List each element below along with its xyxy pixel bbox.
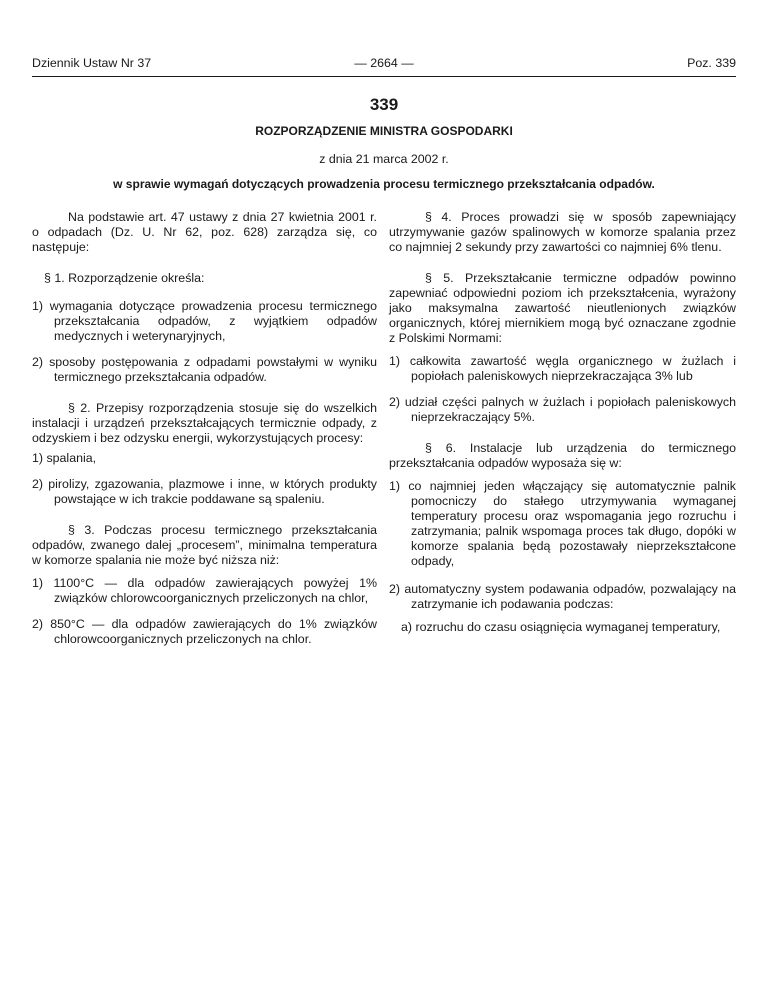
section-6-item-2: 2) automatyczny system podawania odpadów, pozwalający na zatrzymanie ich podawania podczas:: [389, 582, 736, 611]
section-1-item-2: 2) sposoby postępowania z odpadami powstałymi w wyniku termicznego przekształcania odpadów.: [32, 355, 377, 384]
section-2: § 2. Przepisy rozporządzenia stosuje się do wszelkich instalacji i urządzeń przekształcających termicznie odpady, z odzyskiem i bez odzysku energii, wykorzystujących procesy:: [32, 401, 377, 445]
right-column: [389, 210, 736, 646]
section-5-item-2: 2) udział części palnych w żużlach i popiołach paleniskowych nieprzekraczający 5%.: [389, 395, 736, 424]
intro-paragraph: Na podstawie art. 47 ustawy z dnia 27 kwietnia 2001 r. o odpadach (Dz. U. Nr 62, poz. 628) zarządza się, co następuje:: [32, 210, 377, 254]
section-5-item-1: 1) całkowita zawartość węgla organicznego w żużlach i popiołach paleniskowych nieprzekraczająca 3% lub: [389, 354, 736, 383]
page-number: — 2664 —: [354, 56, 414, 70]
section-1: § 1. Rozporządzenie określa:: [44, 271, 205, 285]
item-number: 339: [369, 95, 399, 114]
section-3: § 3. Podczas procesu termicznego przekształcania odpadów, zwanego dalej „procesem”, minimalna temperatura w komorze spalania nie może być niższa niż:: [32, 523, 377, 567]
journal-name: Dziennik Ustaw Nr 37: [32, 56, 152, 70]
header-rule: [32, 76, 736, 77]
section-6: § 6. Instalacje lub urządzenia do termicznego przekształcania odpadów wyposaża się w:: [389, 441, 736, 470]
regulation-subject: w sprawie wymagań dotyczących prowadzenia procesu termicznego przekształcania odpadów.: [113, 177, 655, 191]
section-4: § 4. Proces prowadzi się w sposób zapewniający utrzymywanie gazów spalinowych w komorze spalania przez co najmniej 2 sekundy przy zawartości co najmniej 6% tlenu.: [389, 210, 736, 254]
running-header: [32, 56, 736, 76]
section-5: § 5. Przekształcanie termiczne odpadów powinno zapewniać odpowiedni poziom ich przekształcenia, wyrażony jako maksymalna zawartość nieutlenionych związków organicznych, której miernikiem mogą być oznaczane zgodnie z Polskimi Normami:: [389, 271, 736, 345]
left-column: [32, 210, 377, 658]
regulation-date: z dnia 21 marca 2002 r.: [319, 152, 449, 166]
section-3-item-2: 2) 850°C — dla odpadów zawierających do 1% związków chlorowcoorganicznych przeliczonych na chlor.: [32, 617, 377, 646]
section-2-item-2: 2) pirolizy, zgazowania, plazmowe i inne, w których produkty powstające w ich trakcie poddawane są spaleniu.: [32, 477, 377, 506]
position-number: Poz. 339: [687, 56, 736, 70]
section-3-item-1: 1) 1100°C — dla odpadów zawierających powyżej 1% związków chlorowcoorganicznych przeliczonych na chlor,: [32, 576, 377, 605]
regulation-title: ROZPORZĄDZENIE MINISTRA GOSPODARKI: [255, 124, 513, 138]
section-1-item-1: 1) wymagania dotyczące prowadzenia procesu termicznego przekształcania odpadów, z wyjątkiem odpadów medycznych i weterynaryjnych,: [32, 299, 377, 343]
section-6-item-1: 1) co najmniej jeden włączający się automatycznie palnik pomocniczy do stałego utrzymywania wymaganej temperatury procesu oraz wspomagania jego rozruchu i zatrzymania; palnik wspomaga proces tak długo, dopóki w komorze spalania będą pozostawały nieprzekształcone odpady,: [389, 479, 736, 568]
section-6-item-2-a: a) rozruchu do czasu osiągnięcia wymaganej temperatury,: [401, 620, 721, 634]
section-2-item-1: 1) spalania,: [32, 451, 97, 465]
